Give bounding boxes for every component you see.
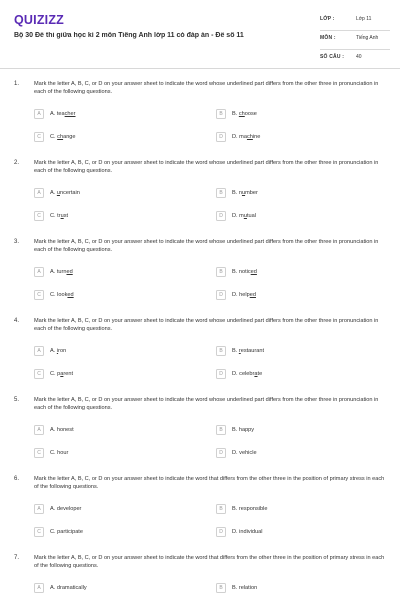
option-word-start: notic xyxy=(238,269,251,275)
meta-value: Tiếng Anh xyxy=(356,35,379,41)
option-text xyxy=(50,133,76,141)
option-text xyxy=(232,110,257,118)
option-text xyxy=(50,370,73,378)
option-prefix: C. xyxy=(50,371,58,377)
meta-row-question-count xyxy=(320,52,390,69)
question-number: 1. xyxy=(14,81,20,87)
option-prefix: B. xyxy=(232,585,239,591)
option-prefix: A. xyxy=(50,506,57,512)
question-item xyxy=(0,147,400,226)
option-underlined-part: r xyxy=(238,348,241,354)
option-underlined-part: ed xyxy=(249,292,256,298)
option-text xyxy=(232,291,256,299)
option-underlined-part: ch xyxy=(238,111,245,117)
question-number: 2. xyxy=(14,160,20,166)
option-underlined-part: a xyxy=(254,371,258,377)
option-letter-box: C xyxy=(34,448,44,458)
option-letter-box: C xyxy=(34,527,44,537)
option-text xyxy=(232,347,264,355)
question-text: Mark the letter A, B, C, or D on your answer sheet to indicate the word whose underlined part differs from the other three in pronunciation in each of the following questions. xyxy=(34,81,379,96)
meta-panel xyxy=(320,14,390,71)
option-text xyxy=(50,291,74,299)
meta-label: SỐ CÂU : xyxy=(320,54,345,60)
option-underlined-part: ch xyxy=(57,134,64,140)
question-number: 3. xyxy=(14,239,20,245)
option-prefix: C. xyxy=(50,134,58,140)
answer-option-a[interactable] xyxy=(34,425,194,435)
option-text xyxy=(50,584,87,592)
option-text xyxy=(232,426,254,434)
option-letter-box: D xyxy=(216,132,226,142)
option-letter-box: B xyxy=(216,346,226,356)
option-word-end: estaurant xyxy=(240,348,265,354)
option-word-start: p xyxy=(57,371,61,377)
option-word-start: vehicle xyxy=(239,450,257,456)
option-underlined-part: ed xyxy=(67,292,74,298)
answer-option-c[interactable] xyxy=(34,527,194,537)
option-text xyxy=(232,212,256,220)
option-text xyxy=(50,449,68,457)
option-prefix: A. xyxy=(50,585,57,591)
answer-option-d[interactable] xyxy=(216,132,376,142)
option-prefix: B. xyxy=(232,348,239,354)
question-number: 5. xyxy=(14,397,20,403)
option-word-start: look xyxy=(57,292,68,298)
question-number: 7. xyxy=(14,555,20,561)
answer-option-d[interactable] xyxy=(216,448,376,458)
answer-option-a[interactable] xyxy=(34,583,194,593)
option-letter-box: C xyxy=(34,369,44,379)
option-text xyxy=(232,133,260,141)
option-prefix: D. xyxy=(232,292,240,298)
option-underlined-part: ed xyxy=(66,269,73,275)
option-letter-box: A xyxy=(34,109,44,119)
option-text xyxy=(50,528,83,536)
answer-option-b[interactable] xyxy=(216,188,376,198)
question-text: Mark the letter A, B, C, or D on your answer sheet to indicate the word whose underlined part differs from the other three in pronunciation in each of the following questions. xyxy=(34,318,379,333)
option-word-start: developer xyxy=(56,506,82,512)
answer-option-d[interactable] xyxy=(216,527,376,537)
question-text: Mark the letter A, B, C, or D on your answer sheet to indicate the word that differs from the other three in the position of primary stress in each of the following questions. xyxy=(34,555,385,570)
question-number: 6. xyxy=(14,476,20,482)
option-underlined-part: ed xyxy=(250,269,257,275)
option-word-start: individual xyxy=(239,529,263,535)
answer-option-b[interactable] xyxy=(216,109,376,119)
question-item xyxy=(0,226,400,305)
answer-option-a[interactable] xyxy=(34,188,194,198)
answer-option-b[interactable] xyxy=(216,425,376,435)
option-letter-box: B xyxy=(216,583,226,593)
option-letter-box: D xyxy=(216,448,226,458)
option-text xyxy=(232,584,257,592)
answer-option-c[interactable] xyxy=(34,369,194,379)
option-text xyxy=(232,189,258,197)
option-word-end: tual xyxy=(246,213,256,219)
option-letter-box: A xyxy=(34,188,44,198)
meta-value: 40 xyxy=(356,54,362,60)
option-letter-box: C xyxy=(34,290,44,300)
meta-row-class xyxy=(320,14,390,31)
option-underlined-part: u xyxy=(56,190,60,196)
answer-option-b[interactable] xyxy=(216,346,376,356)
option-underlined-part: u xyxy=(60,213,64,219)
option-word-start: responsible xyxy=(238,506,268,512)
option-word-start: dramatically xyxy=(56,585,87,591)
option-prefix: B. xyxy=(232,506,239,512)
option-letter-box: D xyxy=(216,290,226,300)
quizizz-logo: QUIZIZZ xyxy=(14,13,65,27)
option-underlined-part: i xyxy=(56,348,59,354)
option-word-end: ncertain xyxy=(59,190,80,196)
answer-option-c[interactable] xyxy=(34,290,194,300)
option-text xyxy=(50,426,74,434)
question-item xyxy=(0,305,400,384)
option-prefix: C. xyxy=(50,450,58,456)
option-underlined-part: u xyxy=(243,213,247,219)
answer-option-a[interactable] xyxy=(34,504,194,514)
option-letter-box: C xyxy=(34,132,44,142)
option-letter-box: B xyxy=(216,267,226,277)
option-word-end: te xyxy=(257,371,263,377)
question-text: Mark the letter A, B, C, or D on your answer sheet to indicate the word that differs from the other three in the position of primary stress in each of the following questions. xyxy=(34,476,385,491)
option-prefix: C. xyxy=(50,529,58,535)
meta-label: MÔN : xyxy=(320,35,336,41)
option-word-end: ine xyxy=(252,134,261,140)
option-letter-box: B xyxy=(216,109,226,119)
option-text xyxy=(232,528,262,536)
question-text: Mark the letter A, B, C, or D on your answer sheet to indicate the word whose underlined part differs from the other three in pronunciation in each of the following questions. xyxy=(34,160,379,175)
option-prefix: D. xyxy=(232,134,240,140)
question-number: 4. xyxy=(14,318,20,324)
option-prefix: D. xyxy=(232,213,240,219)
option-word-start: tr xyxy=(57,213,61,219)
option-text xyxy=(232,449,257,457)
option-word-start: n xyxy=(238,190,242,196)
option-letter-box: B xyxy=(216,504,226,514)
option-prefix: A. xyxy=(50,111,57,117)
option-word-start: celebr xyxy=(239,371,255,377)
option-word-start: help xyxy=(239,292,250,298)
option-word-end: st xyxy=(63,213,69,219)
option-prefix: B. xyxy=(232,111,239,117)
answer-option-c[interactable] xyxy=(34,448,194,458)
option-prefix: A. xyxy=(50,190,57,196)
option-word-start: honest xyxy=(56,427,74,433)
option-letter-box: A xyxy=(34,583,44,593)
option-text xyxy=(232,370,262,378)
option-underlined-part: u xyxy=(241,190,246,196)
option-word-start: ma xyxy=(239,134,247,140)
option-prefix: B. xyxy=(232,269,239,275)
question-item xyxy=(0,463,400,542)
question-item xyxy=(0,68,400,147)
answer-option-a[interactable] xyxy=(34,346,194,356)
option-prefix: B. xyxy=(232,190,239,196)
question-text: Mark the letter A, B, C, or D on your answer sheet to indicate the word whose underlined part differs from the other three in pronunciation in each of the following questions. xyxy=(34,239,379,254)
option-text xyxy=(50,347,66,355)
option-prefix: D. xyxy=(232,371,240,377)
option-text xyxy=(50,189,80,197)
option-text xyxy=(232,268,257,276)
option-prefix: B. xyxy=(232,427,239,433)
option-underlined-part: ch xyxy=(246,134,253,140)
option-letter-box: A xyxy=(34,504,44,514)
option-prefix: D. xyxy=(232,450,240,456)
option-text xyxy=(50,505,81,513)
meta-row-subject xyxy=(320,33,390,50)
option-letter-box: D xyxy=(216,527,226,537)
option-text xyxy=(50,268,73,276)
question-item xyxy=(0,384,400,463)
worksheet-header xyxy=(0,0,400,69)
option-word-start: participate xyxy=(57,529,83,535)
option-text xyxy=(50,212,68,220)
option-word-start: tea xyxy=(56,111,65,117)
question-text: Mark the letter A, B, C, or D on your answer sheet to indicate the word whose underlined part differs from the other three in pronunciation in each of the following questions. xyxy=(34,397,379,412)
meta-label: LỚP : xyxy=(320,16,335,22)
option-letter-box: B xyxy=(216,188,226,198)
document-title: Bộ 30 Đề thi giữa học kì 2 môn Tiếng Anh lớp 11 có đáp án - Đề số 11 xyxy=(14,32,244,39)
option-letter-box: A xyxy=(34,267,44,277)
option-word-end: oose xyxy=(244,111,257,117)
option-letter-box: D xyxy=(216,369,226,379)
option-word-end: ron xyxy=(58,348,67,354)
option-word-start: m xyxy=(239,213,244,219)
option-word-start: happy xyxy=(238,427,255,433)
option-text xyxy=(232,505,267,513)
option-prefix: A. xyxy=(50,269,57,275)
option-prefix: A. xyxy=(50,427,57,433)
option-letter-box: B xyxy=(216,425,226,435)
option-letter-box: D xyxy=(216,211,226,221)
option-text xyxy=(50,110,76,118)
meta-value: Lớp 11 xyxy=(356,16,372,22)
option-word-end: mber xyxy=(245,190,258,196)
question-item xyxy=(0,542,400,600)
answer-option-c[interactable] xyxy=(34,211,194,221)
answer-option-b[interactable] xyxy=(216,504,376,514)
option-word-end: ange xyxy=(63,134,76,140)
option-prefix: A. xyxy=(50,348,57,354)
answer-option-c[interactable] xyxy=(34,132,194,142)
answer-option-a[interactable] xyxy=(34,267,194,277)
option-word-end: rent xyxy=(63,371,74,377)
option-word-start: hour xyxy=(57,450,69,456)
answer-option-b[interactable] xyxy=(216,267,376,277)
option-letter-box: C xyxy=(34,211,44,221)
question-list xyxy=(0,68,400,600)
option-prefix: C. xyxy=(50,213,58,219)
option-word-start: turn xyxy=(56,269,67,275)
option-underlined-part: a xyxy=(60,371,64,377)
option-letter-box: A xyxy=(34,346,44,356)
option-letter-box: A xyxy=(34,425,44,435)
answer-option-b[interactable] xyxy=(216,583,376,593)
option-prefix: D. xyxy=(232,529,240,535)
option-prefix: C. xyxy=(50,292,58,298)
answer-option-a[interactable] xyxy=(34,109,194,119)
answer-option-d[interactable] xyxy=(216,211,376,221)
answer-option-d[interactable] xyxy=(216,369,376,379)
option-underlined-part: cher xyxy=(64,111,76,117)
answer-option-d[interactable] xyxy=(216,290,376,300)
option-word-start: relation xyxy=(238,585,258,591)
